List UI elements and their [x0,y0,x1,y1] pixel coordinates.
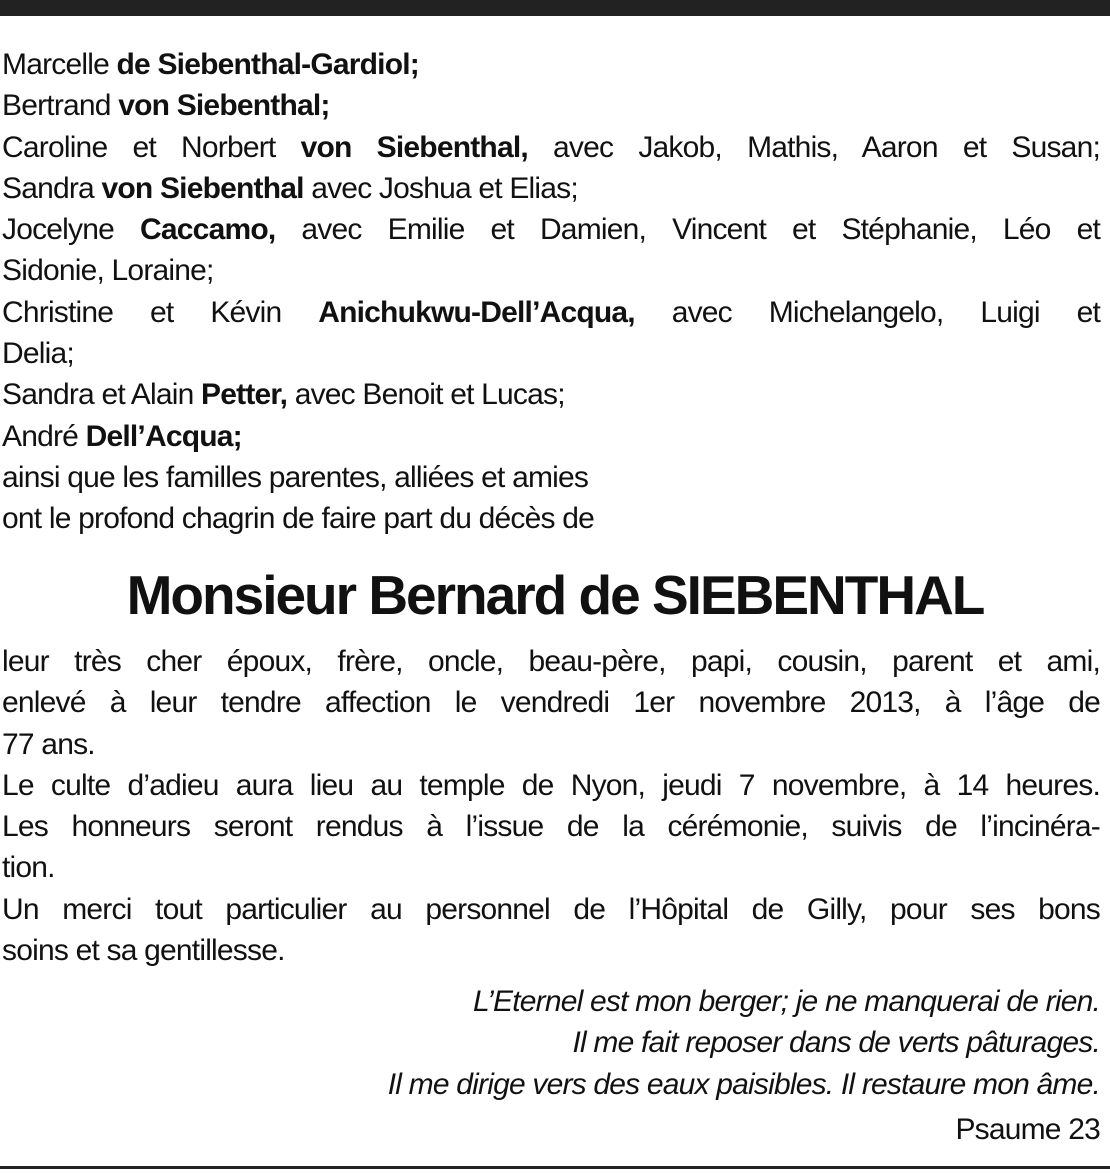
family-list [2,44,1100,540]
first-names: Sandra [2,171,94,205]
children: avec Joshua et Elias; [311,171,578,205]
first-names: Bertrand [2,89,111,123]
children: avec Benoit et Lucas; [294,378,565,412]
first-names: Christine et Kévin [2,295,282,329]
family-entry-continued: Delia; [2,337,74,371]
top-rule [0,0,1110,16]
verse-line: L’Eternel est mon berger; je ne manquerai de rien. [472,985,1100,1018]
announcement-body [2,641,1100,971]
first-names: André [2,419,79,453]
body-line: Le culte d’adieu aura lieu au temple de Nyon, jeudi 7 novembre, à 14 heures. [2,768,1100,802]
family-entry [2,127,1100,168]
family-name: von Siebenthal, [300,130,528,164]
family-name: von Siebenthal [101,171,304,205]
verse-line: Il me dirige vers des eaux paisibles. Il restaure mon âme. [387,1067,1100,1101]
verse-reference: Psaume 23 [955,1113,1100,1146]
body-line: enlevé à leur tendre affection le vendredi 1er novembre 2013, à l’âge de [2,686,1100,720]
family-entry [2,44,1100,85]
bottom-rule [0,1166,1110,1169]
family-name: Anichukwu-Dell’Acqua, [318,295,635,329]
body-line: Un merci tout particulier au personnel de l’Hôpital de Gilly, pour ses bons [2,892,1100,926]
family-entry [2,209,1100,250]
verse-line: Il me fait reposer dans de verts pâturages. [572,1026,1100,1060]
intro-line: ont le profond chagrin de faire part du décès de [2,502,595,536]
body-line: 77 ans. [2,727,95,761]
family-entry [2,416,1100,457]
body-line: tion. [2,851,55,885]
body-line: leur très cher époux, frère, oncle, beau-père, papi, cousin, parent et ami, [2,645,1100,678]
first-names: Marcelle [2,48,109,81]
family-entry [2,292,1100,333]
family-entry [2,85,1100,126]
children: avec Jakob, Mathis, Aaron et Susan; [553,130,1100,164]
first-names: Jocelyne [2,213,115,247]
intro-line: ainsi que les familles parentes, alliées et amies [2,460,589,494]
body-line: soins et sa gentillesse. [2,934,285,968]
first-names: Sandra et Alain [2,378,194,412]
family-entry [2,168,1100,209]
family-name: de Siebenthal-Gardiol; [116,48,419,81]
family-name: von Siebenthal; [118,89,330,123]
first-names: Caroline et Norbert [2,130,276,164]
children: avec Michelangelo, Luigi et [671,295,1100,329]
family-entry [2,374,1100,415]
family-name: Caccamo, [140,213,276,247]
family-entry-continued: Sidonie, Loraine; [2,254,214,288]
deceased-name: Monsieur Bernard de SIEBENTHAL [126,564,984,626]
family-name: Dell’Acqua; [85,419,242,453]
children: avec Emilie et Damien, Vincent et Stéphanie, Léo et [301,213,1100,247]
body-line: Les honneurs seront rendus à l’issue de la cérémonie, suivis de l’incinéra- [2,810,1100,844]
bible-verse [2,981,1100,1105]
family-name: Petter, [201,378,288,412]
